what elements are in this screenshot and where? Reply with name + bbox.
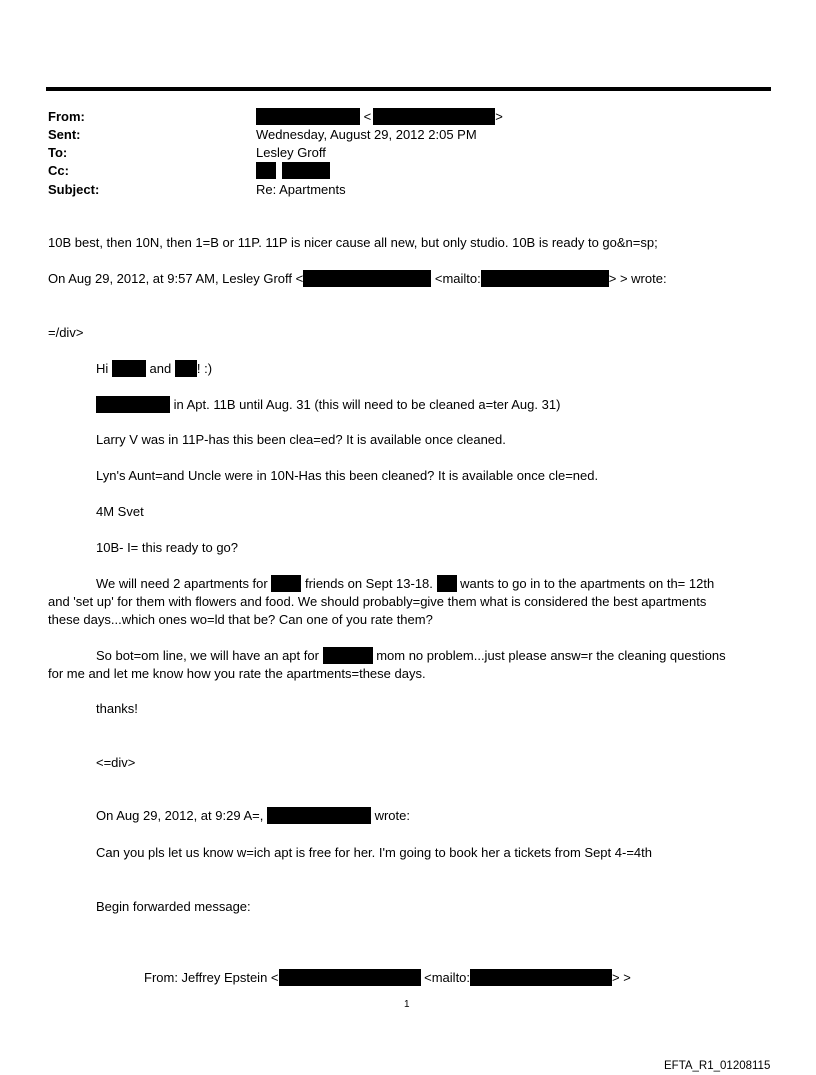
redaction-block bbox=[267, 807, 371, 824]
subject-label: Subject: bbox=[48, 182, 100, 197]
lyn-line: Lyn's Aunt=and Uncle were in 10N-Has this been cleaned? It is available once cle=ned. bbox=[96, 468, 599, 483]
redaction-block bbox=[282, 162, 330, 179]
quote2-header: On Aug 29, 2012, at 9:29 A=, wrote: bbox=[96, 808, 410, 823]
to-value: Lesley Groff bbox=[256, 145, 326, 160]
from-gt: > bbox=[495, 109, 503, 124]
redaction-block bbox=[256, 162, 276, 179]
begin-forwarded-line: Begin forwarded message: bbox=[96, 899, 251, 914]
cc-value bbox=[256, 162, 330, 179]
page-number: 1 bbox=[404, 999, 410, 1010]
div-open-artifact: <=div> bbox=[96, 755, 136, 770]
svet-line: 4M Svet bbox=[96, 504, 144, 519]
redaction-block bbox=[175, 360, 197, 377]
redaction-block bbox=[373, 108, 495, 125]
redaction-block bbox=[279, 969, 421, 986]
sent-label: Sent: bbox=[48, 127, 81, 142]
para1-line3: these days...which ones wo=ld that be? Can one of you rate them? bbox=[48, 612, 433, 627]
to-label: To: bbox=[48, 145, 68, 160]
redaction-block bbox=[481, 270, 609, 287]
header-divider bbox=[46, 87, 771, 91]
thanks-line: thanks! bbox=[96, 701, 138, 716]
document-id: EFTA_R1_01208115 bbox=[664, 1060, 771, 1072]
redaction-block bbox=[112, 360, 146, 377]
larry-line: Larry V was in 11P-has this been clea=ed? It is available once cleaned. bbox=[96, 432, 506, 447]
apt-11b-line: in Apt. 11B until Aug. 31 (this will need to be cleaned a=ter Aug. 31) bbox=[96, 396, 560, 413]
redaction-block bbox=[470, 969, 612, 986]
from-lt: < bbox=[363, 109, 372, 124]
para2-line2: for me and let me know how you rate the apartments=these days. bbox=[48, 666, 426, 681]
reply-line: 10B best, then 10N, then 1=B or 11P. 11P is nicer cause all new, but only studio. 10B is ready to go&n=sp; bbox=[48, 235, 658, 250]
from-value bbox=[256, 108, 503, 125]
redaction-block bbox=[303, 270, 431, 287]
redaction-block bbox=[437, 575, 457, 592]
ten-b-line: 10B- I= this ready to go? bbox=[96, 540, 239, 555]
sent-value: Wednesday, August 29, 2012 2:05 PM bbox=[256, 127, 477, 142]
para2-line1: So bot=om line, we will have an apt for mom no problem...just please answ=r the cleaning questions bbox=[96, 648, 726, 663]
redaction-block bbox=[271, 575, 301, 592]
from-label: From: bbox=[48, 109, 85, 124]
para1-line1: We will need 2 apartments for friends on Sept 13-18. wants to go in to the apartments on th= 12th bbox=[96, 576, 715, 591]
redaction-block bbox=[323, 647, 373, 664]
redaction-block bbox=[256, 108, 360, 125]
can-you-line: Can you pls let us know w=ich apt is free for her. I'm going to book her a tickets from Sept 4-=4th bbox=[96, 845, 652, 860]
redaction-block bbox=[96, 396, 170, 413]
div-close-artifact: =/div> bbox=[48, 325, 84, 340]
quote-header: On Aug 29, 2012, at 9:57 AM, Lesley Groff < <mailto: > > wrote: bbox=[48, 271, 667, 286]
forwarded-from-line: From: Jeffrey Epstein < <mailto: > > bbox=[144, 970, 631, 985]
cc-label: Cc: bbox=[48, 163, 69, 178]
greeting-line: Hi and ! :) bbox=[96, 361, 213, 376]
subject-value: Re: Apartments bbox=[256, 182, 346, 197]
para1-line2: and 'set up' for them with flowers and food. We should probably=give them what is considered the best apartments bbox=[48, 594, 707, 609]
